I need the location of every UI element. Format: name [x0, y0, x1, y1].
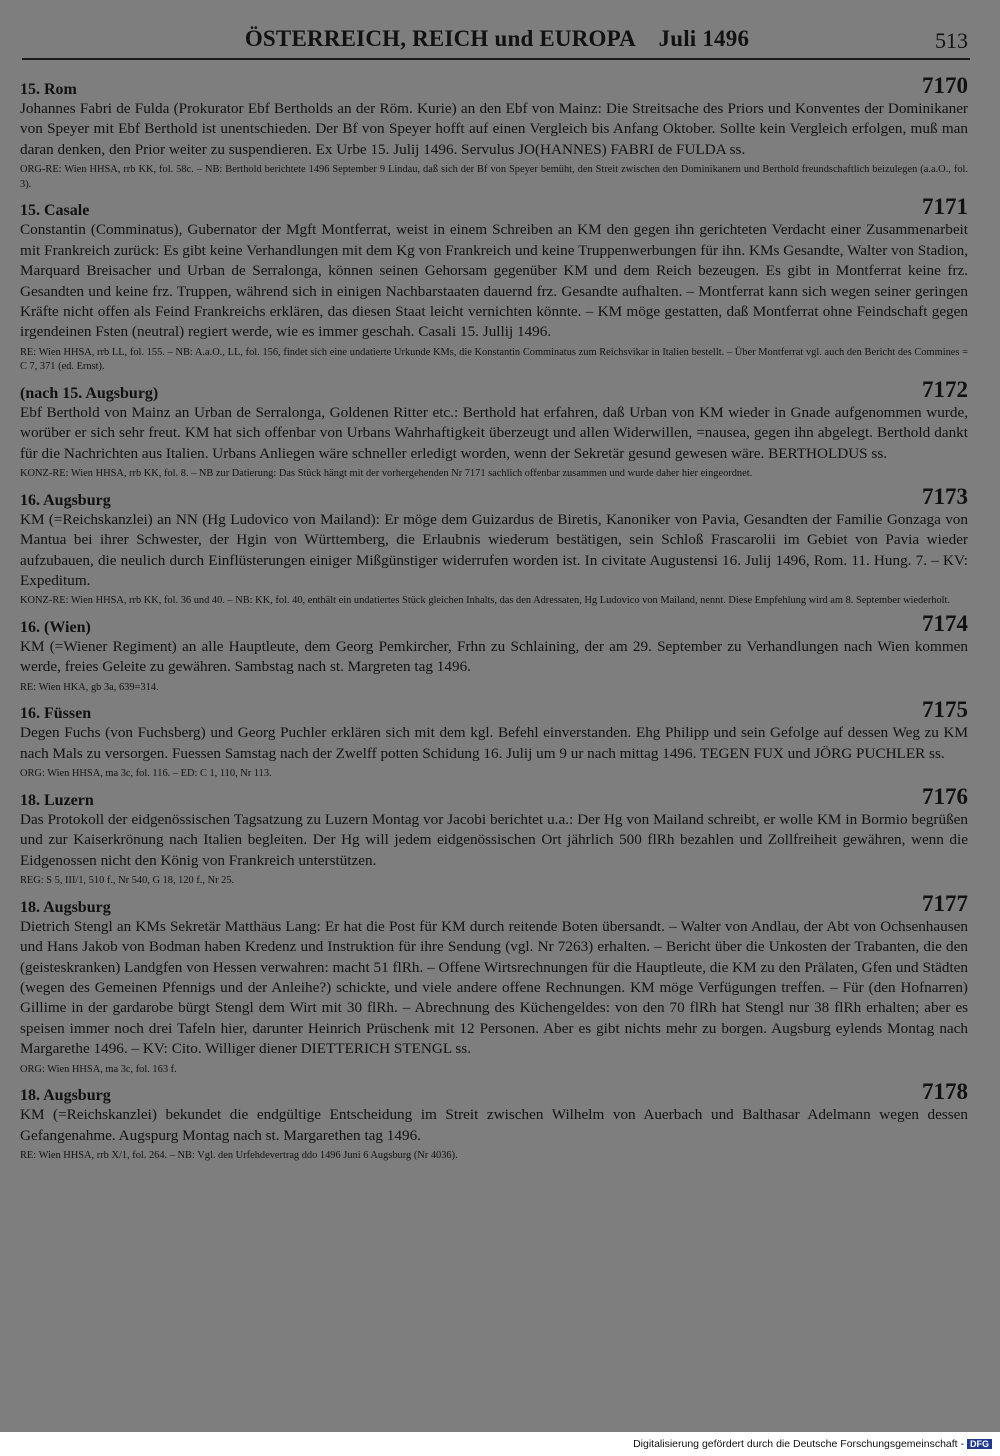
entry-date-place: 15. Rom: [20, 81, 77, 98]
entry-number: 7176: [922, 783, 968, 809]
page-number: 513: [935, 28, 968, 53]
entry-source-note: RE: Wien HKA, gb 3a, 639=314.: [20, 681, 159, 693]
entry-date-place: 16. (Wien): [20, 619, 91, 637]
entry-heading: [20, 1079, 968, 1105]
entry-number: 7175: [922, 697, 968, 723]
regest-entry: [20, 377, 968, 482]
entry-text: KM (=Reichskanzlei) bekundet die endgültige Entscheidung im Streit zwischen Wilhelm von Auerbach und Balthasar Adelmann wegen dessen Gefangenahme. Augspurg Montag nach st. Margarethen tag 1496.: [20, 1106, 968, 1144]
entry-text: KM (=Reichskanzlei) an NN (Hg Ludovico von Mailand): Er möge dem Guizardus de Biretis, Kanoniker von Pavia, Gesandten der Familie Gonzaga von Mantua bei ihrer Schwester, der Hgin von Württemberg, die Erlaubnis wiederum bestätigen, sein Schloß Frascarolii im Gebiet von Pavia wieder aufzubauen, die neulich durch Einflüsterungen einiger Mißgünstiger widerrufen worden ist. In civitate Augustensi 16. Julij 1496, Rom. 11. Hung. 7. – KV: Expeditum.: [20, 510, 968, 590]
regest-entry: [20, 611, 968, 695]
regest-entry: [20, 783, 968, 889]
regest-entry: [20, 1079, 968, 1163]
digitization-footer: [633, 1438, 992, 1452]
entry-text: Ebf Berthold von Mainz an Urban de Serralonga, Goldenen Ritter etc.: Berthold hat erfahren, daß Urban von KM wieder in Gnade aufgenommen wurde, worüber er sich sehr freut. KM hat sich offenbar von Urbans Wahrhaftigkeit überzeugt und allen Widerwillen, =nausea, gegen ihn abgelegt. Berthold dankt für die Nachrichten aus Italien. Urbans Anliegen wäre schneller erledigt worden, wenn der Sekretär gesund gewesen wäre. BERTHOLDUS ss.: [20, 404, 968, 462]
entry-text: Constantin (Comminatus), Gubernator der Mgft Montferrat, weist in einem Schreiben an KM den gegen ihn gerichteten Verdacht einer Zusammenarbeit mit Frankreich zurück: Es gibt keine Verhandlungen mit dem Kg von Frankreich und keine Truppenwerbungen für ihn. KMs Gesandte, Walter von Stadion, Marquard Breisacher und Urban de Serralonga, können seinen Gehorsam gegenüber KM und dem Reich bezeugen. Es gibt in Montferrat keine frz. Gesandten und keine frz. Truppen, während sich in einigen Nachbarstaaten dauernd frz. Gesandte aufhalten. – Montferrat kann sich wegen seiner geringen Kräfte nicht offen als Feind Frankreichs erklären, das diesen Staat leicht vernichten könnte. – KM möge gestatten, daß Montferrat ohne Feindschaft gegen irgendeinen Fsten (neutral) regiert werde, wie es immer geschah. Casali 15. Jullij 1496.: [20, 221, 968, 341]
entry-date-place: 18. Luzern: [20, 791, 94, 809]
entry-date-place: (nach 15. Augsburg): [20, 385, 159, 403]
entry-date-place: 18. Augsburg: [20, 1087, 111, 1105]
entry-list: [20, 73, 968, 1171]
entry-number: 7174: [922, 611, 968, 637]
entry-heading: [20, 783, 968, 810]
entry-source-note: ORG: Wien HHSA, ma 3c, fol. 116. – ED: C 1, 110, Nr 113.: [20, 768, 272, 780]
dfg-logo: DFG: [967, 1439, 992, 1449]
entry-source-note: KONZ-RE: Wien HHSA, rrb KK, fol. 8. – NB zur Datierung: Das Stück hängt mit der vorhergehenden Nr 7171 sachlich offenbar zusammen und wurde daher hier eingeordnet.: [20, 468, 753, 480]
entry-number: 7172: [922, 377, 968, 403]
entry-text: Johannes Fabri de Fulda (Prokurator Ebf Bertholds an der Röm. Kurie) an den Ebf von Mainz: Die Streitsache des Priors und Konventes der Dominikaner von Speyer mit Ebf Berthold ist unentschieden. Der Bf von Speyer hofft auf einen Vergleich bis Anfang Oktober. Sollte kein Vergleich erfolgen, muß man daran denken, den Prior weiter zu suspendieren. Ex Urbe 15. Julij 1496. Servulus JO(HANNES) FABRI de FULDA ss.: [20, 100, 968, 158]
entry-heading: [20, 611, 968, 637]
footer-text: Digitalisierung gefördert durch die Deutsche Forschungsgemeinschaft -: [633, 1438, 964, 1450]
header-rule: [22, 58, 970, 60]
entry-source-note: ORG-RE: Wien HHSA, rrb KK, fol. 58c. – NB: Berthold berichtete 1496 September 9 Lindau, daß sich der Bf von Speyer bemüht, den Streit zwischen den Dominikanern und Berthold freundschaftlich beizulegen (a.a.O., fol. 3).: [20, 164, 968, 190]
entry-date-place: 16. Füssen: [20, 705, 92, 723]
entry-heading: [20, 73, 968, 99]
entry-text: Das Protokoll der eidgenössischen Tagsatzung zu Luzern Montag vor Jacobi berichtet u.a.: Der Hg von Mailand schreibt, er wolle KM in Bormio begrüßen und zur Kaiserkrönung nach Italien begleiten. Der Hg will jedem eidgenössischen Ort jährlich 500 flRh bezahlen und Zollfreiheit gewähren, wenn die Eidgenossen nicht den König von Frankreich unterstützen.: [20, 810, 968, 869]
entry-heading: [20, 194, 968, 220]
entry-date-place: 15. Casale: [20, 202, 90, 220]
entry-number: 7177: [922, 890, 968, 916]
entry-source-note: RE: Wien HHSA, rrb LL, fol. 155. – NB: A.a.O., LL, fol. 156, findet sich eine undatierte Urkunde KMs, die Konstantin Comminatus zum Reichsvikar in Italien bestellt. – Über Montferrat vgl. auch den Bericht des Commines = C 7, 371 (ed. Ernst).: [20, 346, 968, 373]
entry-source-note: RE: Wien HHSA, rrb X/1, fol. 264. – NB: Vgl. den Urfehdevertrag ddo 1496 Juni 6 Augsburg (Nr 4036).: [20, 1149, 458, 1161]
regest-entry: [20, 890, 968, 1077]
entry-date-place: 16. Augsburg: [20, 491, 111, 509]
entry-source-note: ORG: Wien HHSA, ma 3c, fol. 163 f.: [20, 1063, 177, 1075]
entry-text: KM (=Wiener Regiment) an alle Hauptleute, dem Georg Pemkircher, Frhn zu Schlaining, der am 29. September zu Verhandlungen nach Wien kommen werde, freies Geleite zu gewähren. Sambstag nach st. Margreten tag 1496.: [20, 638, 968, 676]
regest-entry: [20, 194, 968, 375]
entry-number: 7171: [922, 194, 968, 220]
entry-number: 7173: [922, 483, 968, 509]
entry-heading: [20, 890, 968, 917]
entry-heading: [20, 697, 968, 723]
entry-number: 7178: [922, 1079, 968, 1105]
regest-entry: [20, 697, 968, 781]
entry-text: Degen Fuchs (von Fuchsberg) und Georg Puchler erklären sich mit dem kgl. Befehl einverstanden. Ehg Philipp und sein Gefolge auf dessen Weg zu KM nach Mals zu versorgen. Fuessen Samstag nach der Zwelff potten Schidung 16. Julij um 9 ur nach mittag 1496. TEGEN FUX und JÖRG PUCHLER ss.: [20, 724, 968, 762]
entry-source-note: KONZ-RE: Wien HHSA, rrb KK, fol. 36 und 40. – NB: KK, fol. 40, enthält ein undatiertes Stück gleichen Inhalts, das den Adressaten, Hg Ludovico von Mailand, nennt. Diese Empfehlung wird am 8. September wiederholt.: [20, 595, 951, 607]
entry-heading: [20, 483, 968, 510]
running-header: [22, 22, 972, 58]
entry-text: Dietrich Stengl an KMs Sekretär Matthäus Lang: Er hat die Post für KM durch reitende Boten übersandt. – Walter von Andlau, der Abt von Ochsenhausen und Hans Jakob von Bodman haben Kredenz und Instruktion für ihre Sendung (vgl. Nr 7263) erhalten. – Bericht über die Unkosten der Trabanten, die den (geisteskranken) Landgfen von Hessen verwahren: macht 51 flRh. – Offene Wirtsrechnungen für die Hauptleute, die KM zu den Prälaten, Gfen und Städten (wegen des Gemeinen Pfennigs und der Anleihe?) schickte, und viele andere offene Rechnungen. KM möge Verfügungen treffen. – Für (den Hofnarren) Gillime in der gardarobe bürgt Stengl dem Wirt mit 30 flRh. – Abrechnung des Küchengeldes: von den 70 flRh hat Stengl nur 38 flRh erhalten; aber es speisen immer noch drei Tafeln hier, darunter Heinrich Prüschenk mit 12 Personen. Aber es gibt nichts mehr zu borgen. Augsburg eylends Montag nach Margarethe 1496. – KV: Cito. Williger diener DIETTERICH STENGL ss.: [20, 917, 968, 1058]
regest-entry: [20, 483, 968, 609]
regest-entry: [20, 73, 968, 192]
entry-number: 7170: [922, 73, 968, 98]
entry-source-note: REG: S 5, III/1, 510 f., Nr 540, G 18, 120 f., Nr 25.: [20, 875, 235, 887]
entry-date-place: 18. Augsburg: [20, 898, 111, 916]
entry-heading: [20, 377, 968, 403]
running-title: ÖSTERREICH, REICH und EUROPA Juli 1496: [244, 26, 750, 51]
